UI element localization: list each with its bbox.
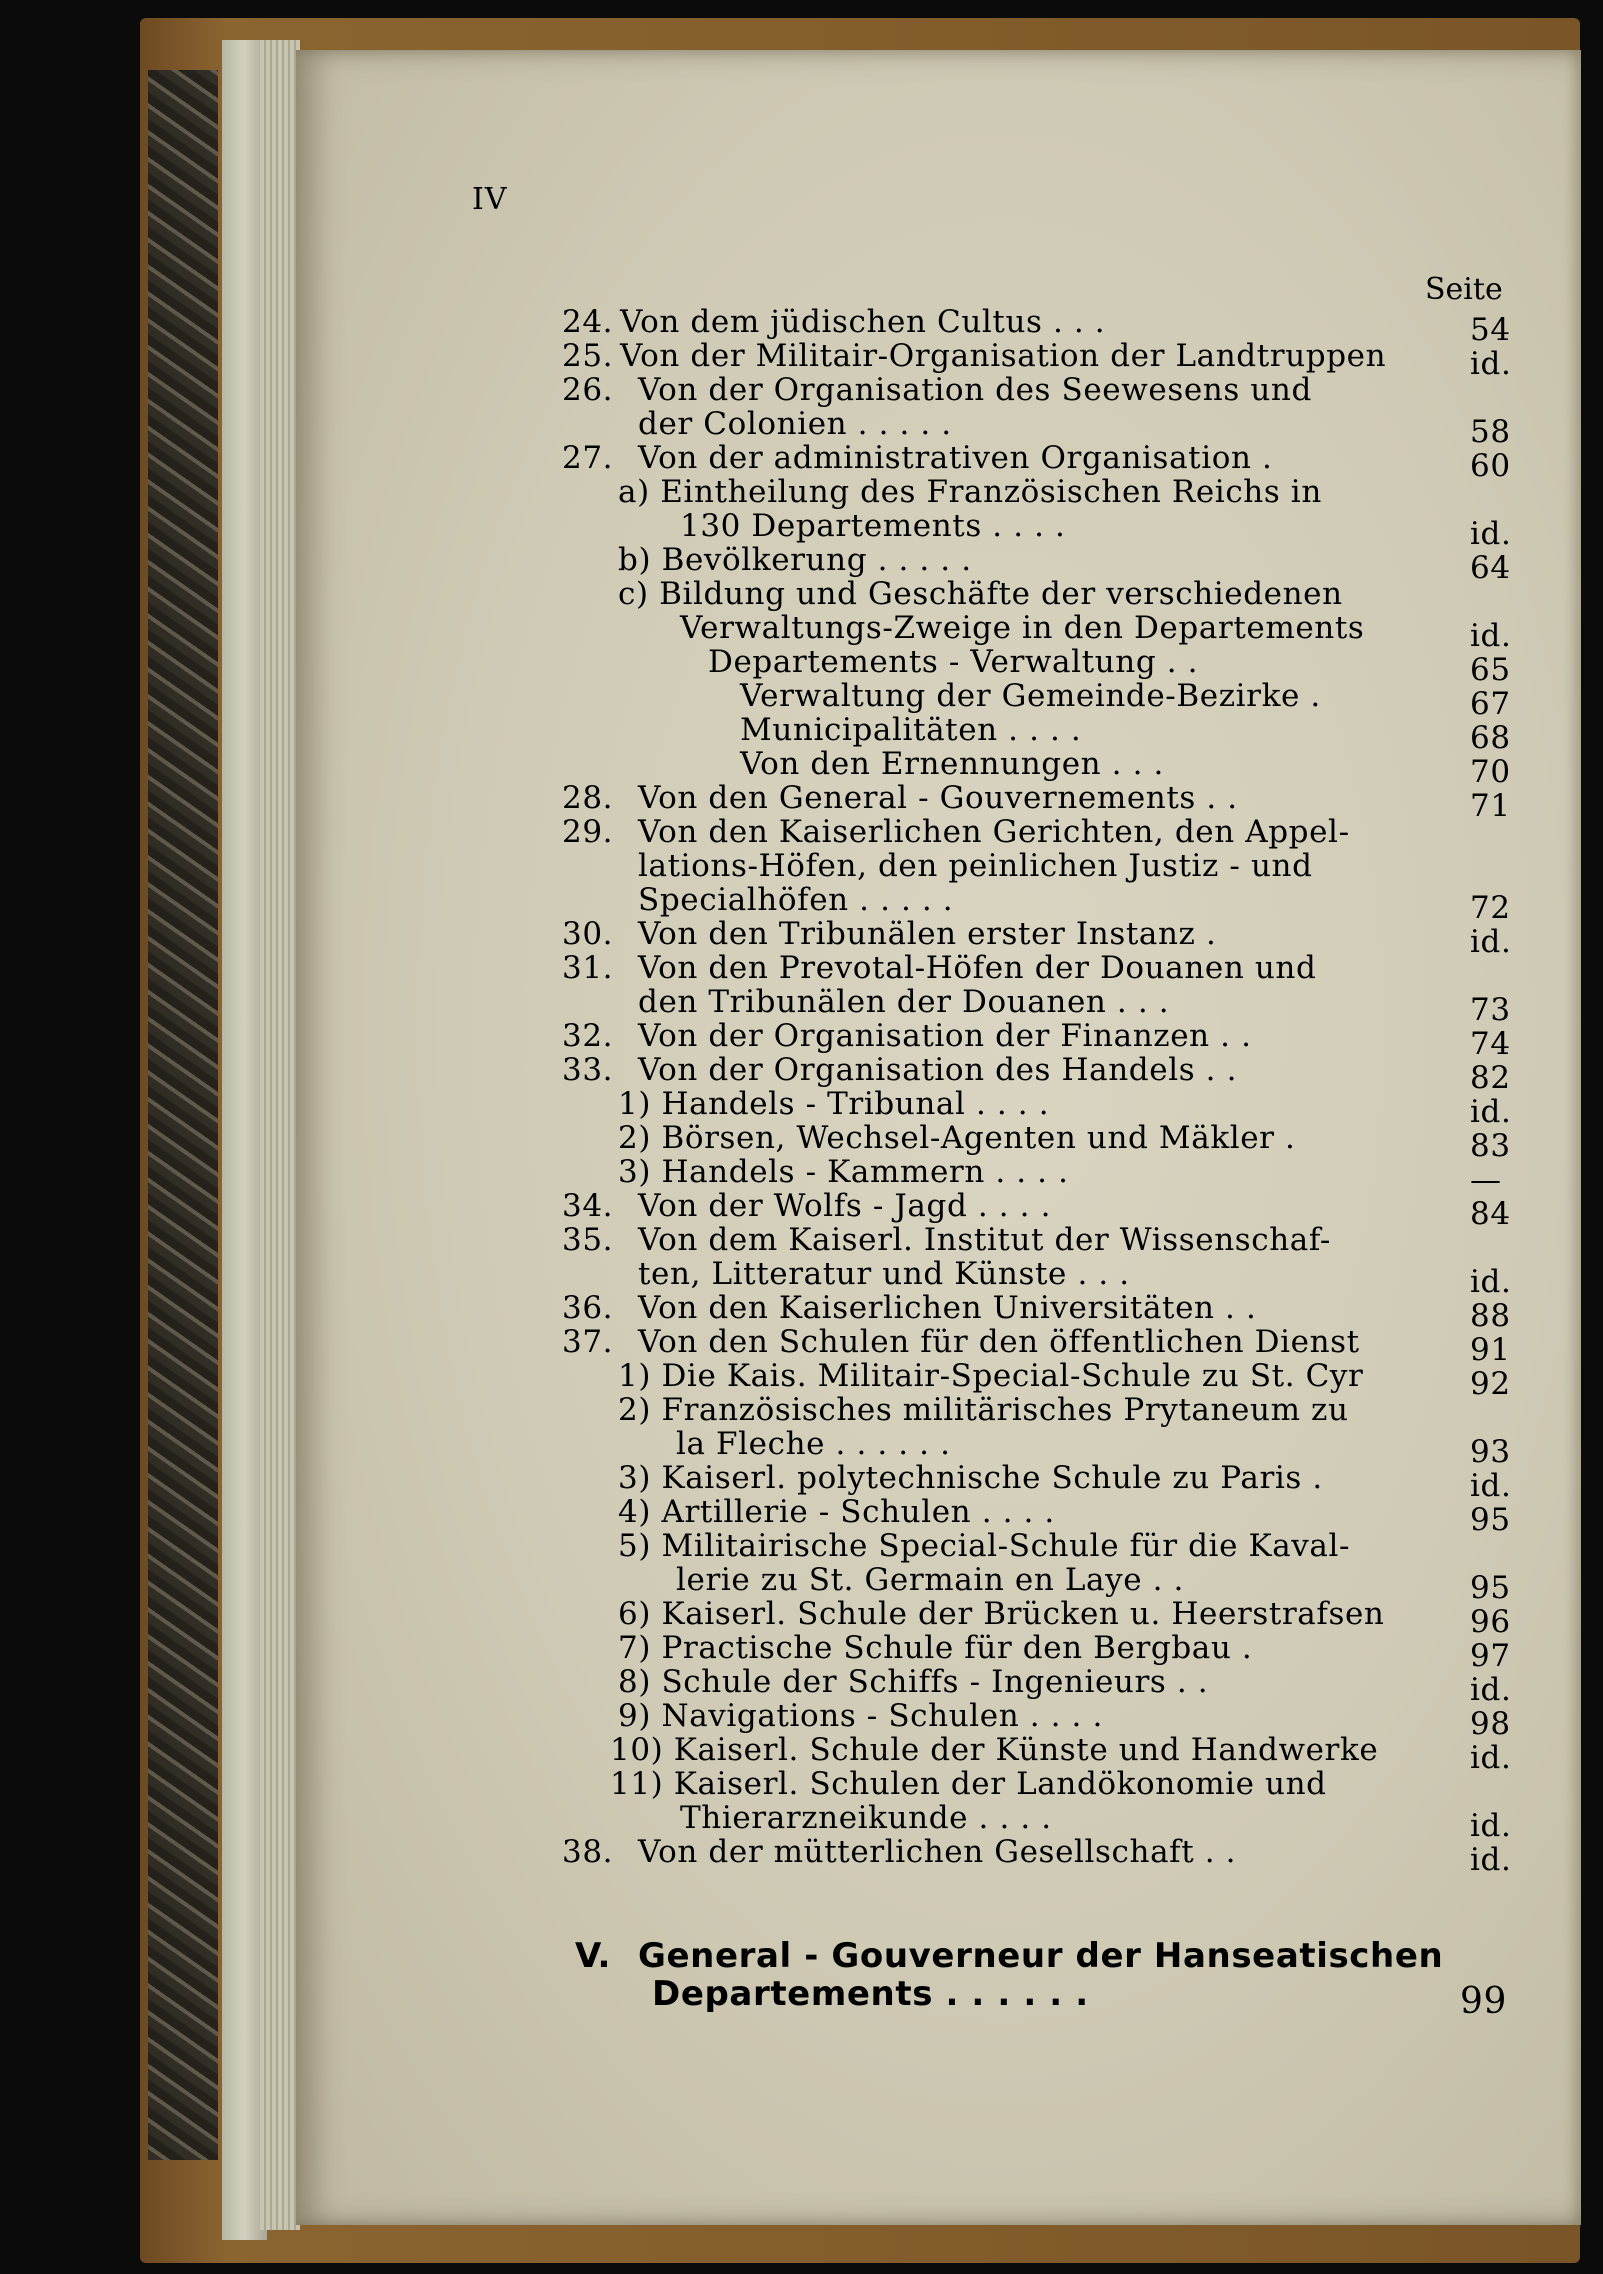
entry-number: 25. [562,338,614,374]
entry-page: id. [1470,516,1512,552]
entry-text: Von der Organisation des Handels . . [638,1052,1238,1088]
entry-text: Von der administrativen Organisation . [638,440,1273,476]
entry-number: 26. [562,372,614,408]
entry-text: 6) Kaiserl. Schule der Brücken u. Heerstrafsen [618,1596,1385,1632]
entry-text: Von der Organisation der Finanzen . . [638,1018,1252,1054]
entry-page: id. [1470,1842,1512,1878]
entry-text: Von den Kaiserlichen Gerichten, den Appel- [638,814,1350,850]
entry-number: 29. [562,814,614,850]
entry-text: den Tribunälen der Douanen . . . [638,984,1170,1020]
entry-page: 65 [1470,652,1511,688]
entry-number: 37. [562,1324,614,1360]
entry-page: 58 [1470,414,1511,450]
entry-text: lerie zu St. Germain en Laye . . [676,1562,1184,1598]
entry-number: 32. [562,1018,614,1054]
entry-text: la Fleche . . . . . . [676,1426,951,1462]
entry-page: id. [1470,618,1512,654]
entry-page: 95 [1470,1570,1511,1606]
entry-number: 28. [562,780,614,816]
entry-text: 4) Artillerie - Schulen . . . . [618,1494,1055,1530]
section-title-line1: General - Gouverneur der Hanseatischen [638,1936,1444,1976]
entry-page: 98 [1470,1706,1511,1742]
entry-number: 35. [562,1222,614,1258]
entry-page: — [1470,1162,1502,1198]
entry-page: 72 [1470,890,1511,926]
entry-page: 60 [1470,448,1511,484]
entry-page: id. [1470,346,1512,382]
entry-number: 24. [562,304,614,340]
section-title-line2: Departements . . . . . . [652,1974,1089,2014]
entry-page: 97 [1470,1638,1511,1674]
entry-text: 1) Die Kais. Militair-Special-Schule zu St. Cyr [618,1358,1364,1394]
entry-page: 68 [1470,720,1511,756]
entry-text: 5) Militairische Special-Schule für die Kaval- [618,1528,1351,1564]
entry-number: 30. [562,916,614,952]
entry-text: 8) Schule der Schiffs - Ingenieurs . . [618,1664,1209,1700]
entry-page: 71 [1470,788,1511,824]
entry-page: 96 [1470,1604,1511,1640]
entry-number: 34. [562,1188,614,1224]
entry-page: 91 [1470,1332,1511,1368]
entry-text: Von den Schulen für den öffentlichen Dienst [638,1324,1360,1360]
entry-number: 31. [562,950,614,986]
entry-number: 27. [562,440,614,476]
entry-text: 7) Practische Schule für den Bergbau . [618,1630,1253,1666]
entry-page: 95 [1470,1502,1511,1538]
entry-text: Von dem Kaiserl. Institut der Wissenschaf- [638,1222,1331,1258]
entry-text: Verwaltung der Gemeinde-Bezirke . [740,678,1321,714]
entry-page: id. [1470,924,1512,960]
entry-text: Von der mütterlichen Gesellschaft . . [638,1834,1237,1870]
entry-text: der Colonien . . . . . [638,406,952,442]
entry-number: 33. [562,1052,614,1088]
entry-page: id. [1470,1264,1512,1300]
entry-text: Von der Organisation des Seewesens und [638,372,1312,408]
entry-text: 2) Börsen, Wechsel-Agenten und Mäkler . [618,1120,1296,1156]
entry-text: Thierarzneikunde . . . . [680,1800,1052,1836]
entry-page: 54 [1470,312,1511,348]
entry-page: 70 [1470,754,1511,790]
entry-page: 92 [1470,1366,1511,1402]
entry-text: 3) Kaiserl. polytechnische Schule zu Paris . [618,1460,1323,1496]
entry-page: 73 [1470,992,1511,1028]
seite-header: Seite [1425,272,1503,307]
entry-page: id. [1470,1468,1512,1504]
entry-page: 82 [1470,1060,1511,1096]
entry-text: lations-Höfen, den peinlichen Justiz - und [638,848,1313,884]
entry-text: Von der Militair-Organisation der Landtruppen [620,338,1387,374]
entry-page: 67 [1470,686,1511,722]
entry-text: Departements - Verwaltung . . [708,644,1199,680]
entry-text: b) Bevölkerung . . . . . [618,542,972,578]
page-folio: IV [472,182,508,217]
entry-page: 93 [1470,1434,1511,1470]
entry-page: 64 [1470,550,1511,586]
entry-text: 3) Handels - Kammern . . . . [618,1154,1069,1190]
entry-text: 1) Handels - Tribunal . . . . [618,1086,1050,1122]
entry-text: Municipalitäten . . . . [740,712,1082,748]
entry-text: 11) Kaiserl. Schulen der Landökonomie und [610,1766,1327,1802]
entry-page: 74 [1470,1026,1511,1062]
entry-number: 36. [562,1290,614,1326]
entry-text: Von den Kaiserlichen Universitäten . . [638,1290,1257,1326]
entry-text: Von der Wolfs - Jagd . . . . [638,1188,1052,1224]
entry-text: 130 Departements . . . . [680,508,1066,544]
section-page: 99 [1460,1981,1508,2022]
entry-number: 38. [562,1834,614,1870]
entry-page: id. [1470,1740,1512,1776]
entry-text: ten, Litteratur und Künste . . . [638,1256,1130,1292]
entry-text: Von dem jüdischen Cultus . . . [620,304,1106,340]
entry-text: a) Eintheilung des Französischen Reichs in [618,474,1322,510]
entry-text: 9) Navigations - Schulen . . . . [618,1698,1103,1734]
entry-text: 10) Kaiserl. Schule der Künste und Handwerke [610,1732,1379,1768]
section-number: V. [575,1936,612,1976]
entry-text: Von den General - Gouvernements . . [638,780,1238,816]
entry-page: id. [1470,1672,1512,1708]
entry-text: Von den Ernennungen . . . [740,746,1164,782]
entry-text: 2) Französisches militärisches Prytaneum zu [618,1392,1349,1428]
entry-text: Specialhöfen . . . . . [638,882,954,918]
entry-page: id. [1470,1094,1512,1130]
entry-text: Verwaltungs-Zweige in den Departements [680,610,1365,646]
entry-page: 88 [1470,1298,1511,1334]
entry-text: Von den Tribunälen erster Instanz . [638,916,1217,952]
entry-page: id. [1470,1808,1512,1844]
entry-page: 83 [1470,1128,1511,1164]
entry-text: Von den Prevotal-Höfen der Douanen und [638,950,1317,986]
entry-page: 84 [1470,1196,1511,1232]
entry-text: c) Bildung und Geschäfte der verschiedenen [618,576,1343,612]
